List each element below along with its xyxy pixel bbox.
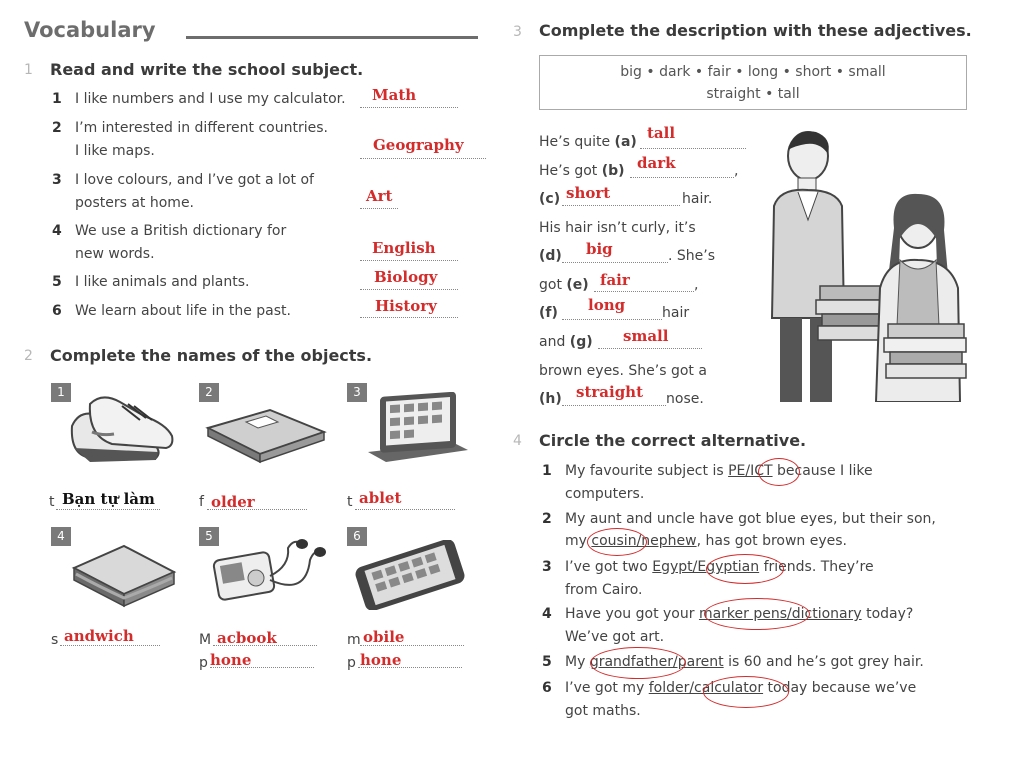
object-3-tile: 3 [347,383,367,402]
desc-line-f: (f) [539,305,558,321]
object-6-answer: obile [363,628,405,646]
blank-h [562,405,666,406]
s1-item-4-blank [360,260,458,261]
mobile-phone-icon [350,540,472,610]
adjective-box-line-2: straight • tall [706,86,800,102]
s1-item-3-text-2: posters at home. [75,195,195,211]
sneakers-icon [62,386,182,474]
s1-item-1-blank [360,107,458,108]
desc-line-b: He’s got (b) [539,163,625,179]
s1-item-3-number: 3 [52,172,62,188]
s4-item-3-options[interactable]: Egypt/Egyptian [652,559,760,575]
object-4-prefix: s [51,632,59,648]
s4-item-5-number: 5 [542,654,552,670]
folder-icon [200,406,328,466]
desc-line-curly: His hair isn’t curly, it’s [539,220,696,236]
answer-d: big [586,240,613,258]
object-3-answer: ablet [359,489,402,507]
desc-line-c: (c) [539,191,561,207]
page-title: Vocabulary [24,18,156,42]
s4-item-5-options[interactable]: grandfather/parent [589,654,724,670]
s4-item-5-circle [590,647,686,679]
s4-item-3-number: 3 [542,559,552,575]
s4-item-4-text-2: We’ve got art. [565,629,665,645]
blank-g [598,348,702,349]
students-illustration [760,128,974,402]
s4-item-4-options[interactable]: marker pens/dictionary [698,606,862,622]
s1-item-6-answer: History [375,297,437,315]
desc-line-d-end: . She’s [668,248,716,264]
blank-c [562,205,680,206]
sandwich-icon [68,540,180,616]
s1-item-6-text: We learn about life in the past. [75,303,291,319]
object-6-answer-2: hone [360,651,402,669]
s1-item-2-text: I’m interested in different countries. [75,120,328,136]
s1-item-4-answer: English [372,239,436,257]
s4-item-6-circle [703,676,789,708]
object-6-prefix: m [347,632,361,648]
section-2-number: 2 [24,348,33,364]
s1-item-6-blank [360,317,458,318]
section-1-number: 1 [24,62,33,78]
object-4-blank [60,645,160,646]
answer-a: tall [647,124,676,142]
object-5-tile: 5 [199,527,219,546]
s4-item-3-circle [706,554,784,584]
s4-item-6-options[interactable]: folder/calculator [648,680,764,696]
object-3-blank [355,509,455,510]
blank-b [630,177,734,178]
title-rule [186,36,478,39]
s4-item-1-options[interactable]: PE/ICT [728,463,773,479]
s1-item-3-blank [360,208,398,209]
object-4-tile: 4 [51,527,71,546]
answer-b: dark [637,154,676,172]
section-3-title: Complete the description with these adjectives. [539,21,972,40]
section-3-number: 3 [513,24,522,40]
s1-item-5-text: I like animals and plants. [75,274,250,290]
adjective-box-line-1: big • dark • fair • long • short • small [620,64,886,80]
blank-e [594,291,694,292]
blank-f [562,319,662,320]
s4-item-3-text: I’ve got two Egypt/Egyptian friends. They’re [565,559,874,575]
s1-item-2-answer: Geography [373,136,464,154]
desc-line-h-end: nose. [666,391,704,407]
object-1-tile: 1 [51,383,71,402]
answer-f: long [588,296,626,314]
desc-line-d: (d) [539,248,562,264]
s4-item-2-text-2: my cousin/nephew, has got brown eyes. [565,533,848,549]
s4-item-1-number: 1 [542,463,552,479]
desc-line-h: (h) [539,391,562,407]
section-4-title: Circle the correct alternative. [539,431,807,450]
s1-item-5-blank [360,289,458,290]
s4-item-2-options[interactable]: cousin/nephew [591,533,697,549]
object-6-tile: 6 [347,527,367,546]
desc-line-b-end: , [734,163,739,179]
s4-item-1-circle [758,458,800,486]
desc-line-c-end: hair. [682,191,713,207]
s1-item-4-text: We use a British dictionary for [75,223,287,239]
s4-item-6-text-2: got maths. [565,703,641,719]
section-4-number: 4 [513,433,522,449]
object-5-prefix-2: p [199,655,208,671]
answer-g: small [623,327,669,345]
s4-item-3-text-2: from Cairo. [565,582,643,598]
s4-item-4-circle [704,598,810,630]
s1-item-6-number: 6 [52,303,62,319]
desc-line-e: got (e) [539,277,589,293]
object-5-answer-2: hone [210,651,252,669]
object-4-answer: andwich [64,627,134,645]
s1-item-1-answer: Math [372,86,417,104]
s4-item-2-number: 2 [542,511,552,527]
s4-item-2-circle [587,528,647,556]
s1-item-5-answer: Biology [374,268,438,286]
s4-item-1-text: My favourite subject is PE/ICT because I like [565,463,873,479]
answer-e: fair [600,271,630,289]
answer-c: short [566,184,611,202]
object-1-blank [56,509,160,510]
s1-item-1-number: 1 [52,91,62,107]
s1-item-2-text-2: I like maps. [75,143,155,159]
object-2-tile: 2 [199,383,219,402]
music-player-icon [210,536,328,616]
blank-d [562,262,668,263]
s4-item-2-text: My aunt and uncle have got blue eyes, but their son, [565,511,936,527]
s1-item-2-number: 2 [52,120,62,136]
adjective-box [539,55,967,110]
s4-item-6-number: 6 [542,680,552,696]
s1-item-1-text: I like numbers and I use my calculator. [75,91,346,107]
s1-item-5-number: 5 [52,274,62,290]
object-5-answer: acbook [217,629,277,647]
object-5-blank-2 [210,667,314,668]
object-1-answer: Bạn tự làm [62,490,155,508]
object-2-answer: older [211,493,255,511]
s4-item-1-text-2: computers. [565,486,645,502]
desc-line-g: and (g) [539,334,593,350]
s4-item-4-number: 4 [542,606,552,622]
object-1-prefix: t [49,494,55,510]
object-3-prefix: t [347,494,353,510]
s4-item-4-text: Have you got your marker pens/dictionary today? [565,606,914,622]
desc-line-brown: brown eyes. She’s got a [539,363,707,379]
object-2-prefix: f [199,494,204,510]
desc-line-e-end: , [694,277,699,293]
s1-item-3-answer: Art [366,187,393,205]
s1-item-4-number: 4 [52,223,62,239]
blank-a [640,148,746,149]
s1-item-4-text-2: new words. [75,246,155,262]
object-6-blank [360,645,464,646]
object-5-blank [213,645,317,646]
object-6-blank-2 [358,667,462,668]
s1-item-3-text: I love colours, and I’ve got a lot of [75,172,314,188]
s1-item-2-blank [360,158,486,159]
s4-item-6-text: I’ve got my folder/calculator today because we’ve [565,680,917,696]
object-2-blank [207,509,307,510]
section-2-title: Complete the names of the objects. [50,346,373,365]
tablet-icon [364,392,476,472]
section-1-title: Read and write the school subject. [50,60,364,79]
object-6-prefix-2: p [347,655,356,671]
object-5-prefix: M [199,632,212,648]
s4-item-5-text: My grandfather/parent is 60 and he’s got grey hair. [565,654,924,670]
desc-line-a: He’s quite (a) [539,134,637,150]
answer-h: straight [576,383,644,401]
desc-line-f-end: hair [662,305,690,321]
